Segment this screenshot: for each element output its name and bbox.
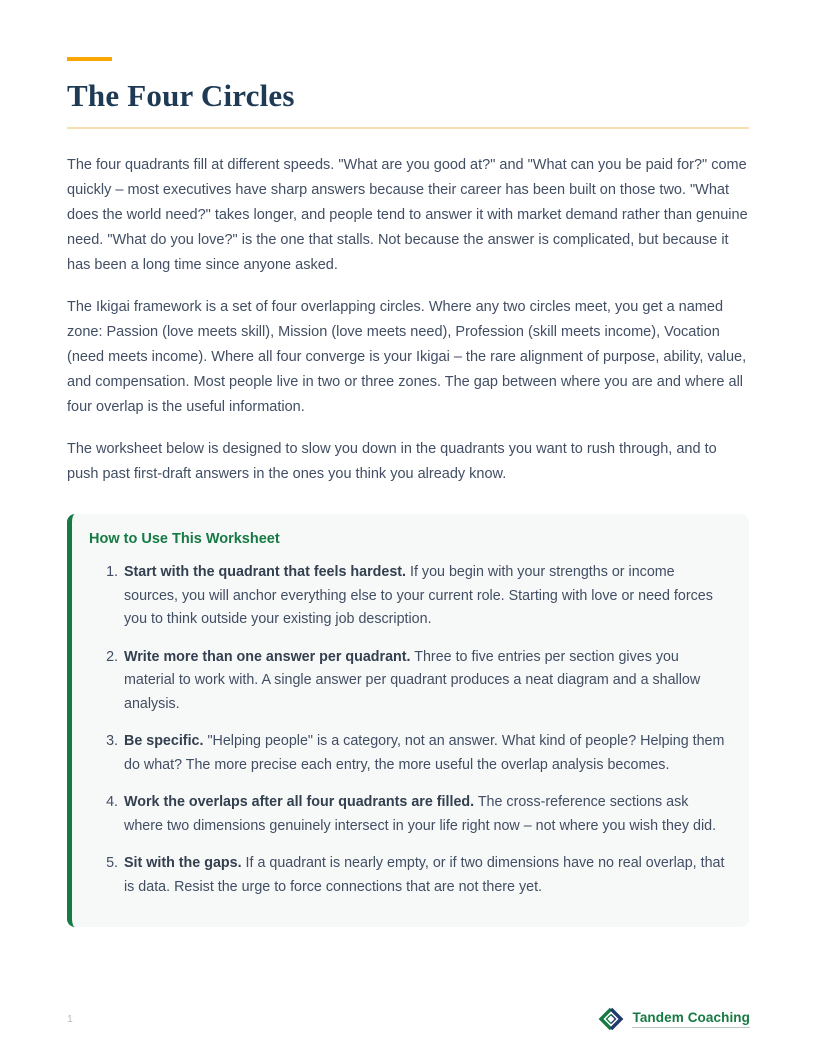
title-rule bbox=[67, 127, 749, 129]
intro-paragraph-3: The worksheet below is designed to slow you down in the quadrants you want to rush through, and to push past first-draft answers in the ones you think you already know. bbox=[67, 441, 717, 482]
list-item-body: If a quadrant is nearly empty, or if two dimensions have no real overlap, that is data. Resist the urge to force connections that are not there yet. bbox=[124, 855, 725, 895]
list-item bbox=[99, 646, 729, 717]
list-item bbox=[99, 561, 729, 632]
brand-name: Tandem Coaching bbox=[632, 1010, 750, 1028]
brand-logo[interactable] bbox=[598, 1006, 750, 1032]
accent-bar bbox=[67, 57, 112, 61]
list-item-lead: Be specific. bbox=[124, 733, 204, 749]
list-item-number: 5. bbox=[106, 855, 118, 871]
list-item bbox=[99, 852, 729, 899]
page-title: The Four Circles bbox=[67, 78, 295, 113]
list-item-body: The cross-reference sections ask where two dimensions genuinely intersect in your life right now – not where you wish they did. bbox=[124, 794, 717, 834]
list-item-number: 1. bbox=[106, 564, 118, 580]
list-item-number: 3. bbox=[106, 733, 118, 749]
list-item-body: "Helping people" is a category, not an answer. What kind of people? Helping them do what? The more precise each entry, the more useful the overlap analysis becomes. bbox=[124, 733, 725, 773]
list-item bbox=[99, 730, 729, 777]
how-to-use-callout bbox=[67, 514, 749, 927]
instruction-list bbox=[99, 561, 729, 899]
intro-paragraph-2: The Ikigai framework is a set of four overlapping circles. Where any two circles meet, you get a named zone: Passion (love meets skill), Mission (love meets need), Profession (skill meets income), Vocation (need meets income). Where all four converge is your Ikigai – the rare alignment of purpose, ability, value, and compensation. Most people live in two or three zones. The gap between where you are and where all four overlap is the useful information. bbox=[67, 299, 747, 415]
tandem-logo-icon bbox=[598, 1006, 624, 1032]
list-item-lead: Write more than one answer per quadrant. bbox=[124, 648, 411, 665]
intro-section bbox=[67, 153, 749, 487]
list-item-body: If you begin with your strengths or income sources, you will anchor everything else to your current role. Starting with love or need forces you to think outside your existing job description. bbox=[124, 564, 713, 627]
intro-paragraph-1: The four quadrants fill at different speeds. "What are you good at?" and "What can you be paid for?" come quickly – most executives have sharp answers because their career has been built on those two. "What does the world need?" takes longer, and people tend to answer it with market demand rather than genuine need. "What do you love?" is the one that stalls. Not because the answer is complicated, but because it has been a long time since anyone asked. bbox=[67, 157, 748, 273]
page-footer bbox=[67, 1006, 750, 1032]
page-number: 1 bbox=[67, 1013, 73, 1025]
list-item-body: Three to five entries per section gives you material to work with. A single answer per quadrant produces a neat diagram and a shallow analysis. bbox=[124, 648, 701, 712]
list-item-lead: Work the overlaps after all four quadrants are filled. bbox=[124, 794, 475, 810]
list-item-number: 2. bbox=[106, 648, 118, 665]
list-item-lead: Sit with the gaps. bbox=[124, 855, 242, 871]
page-content bbox=[67, 0, 749, 927]
callout-heading: How to Use This Worksheet bbox=[89, 531, 280, 547]
list-item-number: 4. bbox=[106, 794, 118, 810]
list-item bbox=[99, 791, 729, 838]
list-item-lead: Start with the quadrant that feels hardest. bbox=[124, 564, 407, 580]
